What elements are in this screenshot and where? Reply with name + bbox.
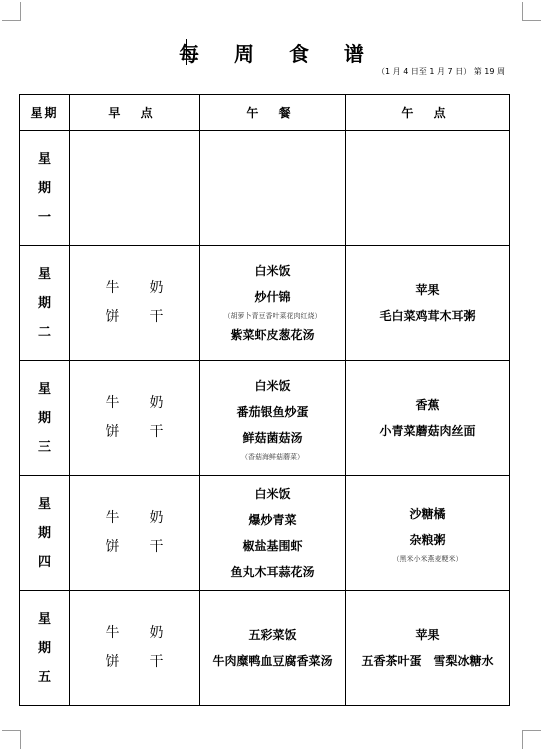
breakfast-char: 干 — [149, 654, 164, 670]
crop-mark-top-left — [2, 2, 21, 21]
snack-cell — [346, 591, 510, 706]
lunch-item: 白米饭 — [254, 487, 291, 501]
breakfast-char: 奶 — [149, 625, 164, 641]
weekday-char: 五 — [37, 669, 51, 685]
lunch-item: 白米饭 — [254, 264, 291, 278]
snack-cell — [346, 131, 510, 246]
lunch-cell — [200, 476, 346, 591]
lunch-item: 鲜菇菌菇汤 — [242, 431, 303, 445]
lunch-item: 牛肉糜鸭血豆腐香菜汤 — [212, 654, 333, 668]
lunch-item: 白米饭 — [254, 379, 291, 393]
weekday-char: 星 — [37, 496, 51, 512]
table-row — [20, 246, 510, 361]
snack-item: 苹果 — [415, 283, 440, 297]
lunch-item: 鱼丸木耳蒜花汤 — [230, 565, 315, 579]
lunch-item: 炒什锦 — [254, 290, 291, 304]
weekday-char: 期 — [37, 180, 51, 196]
crop-mark-top-right — [522, 2, 541, 21]
page-title: 每 周 食 谱 — [179, 42, 378, 66]
weekday-char: 一 — [37, 209, 51, 225]
weekday-char: 星 — [37, 611, 51, 627]
breakfast-item — [106, 504, 164, 533]
table-row — [20, 361, 510, 476]
weekday-cell — [20, 361, 70, 476]
weekday-char: 期 — [37, 640, 51, 656]
lunch-cell — [200, 131, 346, 246]
date-range: （1 月 4 日至 1 月 7 日） 第 19 周 — [377, 67, 505, 76]
breakfast-cell — [70, 476, 200, 591]
lunch-item: 爆炒青菜 — [248, 513, 297, 527]
weekday-char: 期 — [37, 410, 51, 426]
lunch-cell — [200, 246, 346, 361]
menu-body — [20, 131, 510, 706]
weekday-cell — [20, 246, 70, 361]
breakfast-char: 饼 — [105, 424, 120, 440]
weekday-char: 二 — [37, 324, 51, 340]
breakfast-item — [106, 389, 164, 418]
breakfast-item — [106, 619, 164, 648]
table-row — [20, 476, 510, 591]
breakfast-item — [106, 274, 164, 303]
weekday-cell — [20, 131, 70, 246]
header-weekday: 星期 — [20, 95, 70, 131]
snack-item: 毛白菜鸡茸木耳粥 — [379, 309, 476, 323]
breakfast-char: 饼 — [105, 539, 120, 555]
breakfast-char: 饼 — [105, 309, 120, 325]
snack-cell — [346, 361, 510, 476]
breakfast-char: 奶 — [149, 280, 164, 296]
weekday-char: 四 — [37, 554, 51, 570]
breakfast-cell — [70, 591, 200, 706]
header-breakfast: 早 点 — [70, 95, 200, 131]
snack-cell — [346, 246, 510, 361]
breakfast-item — [106, 533, 164, 562]
snack-cell — [346, 476, 510, 591]
breakfast-char: 牛 — [105, 625, 120, 641]
snack-item: 苹果 — [415, 628, 440, 642]
breakfast-char: 牛 — [105, 510, 120, 526]
weekly-menu-table — [19, 94, 510, 706]
lunch-note: （胡萝卜青豆香叶菜花肉红烧） — [223, 312, 322, 320]
lunch-item: 五彩菜饭 — [248, 628, 297, 642]
breakfast-char: 牛 — [105, 280, 120, 296]
lunch-item: 紫菜虾皮葱花汤 — [230, 328, 315, 342]
breakfast-item — [106, 303, 164, 332]
snack-item: 香蕉 — [415, 398, 440, 412]
snack-note: （黑米小米燕麦粳米） — [392, 555, 463, 563]
breakfast-cell — [70, 131, 200, 246]
snack-item: 小青菜蘑菇肉丝面 — [379, 424, 476, 438]
snack-item: 沙糖橘 — [409, 507, 446, 521]
breakfast-cell — [70, 246, 200, 361]
table-row — [20, 131, 510, 246]
weekday-char: 期 — [37, 295, 51, 311]
snack-item: 五香茶叶蛋 雪梨冰糖水 — [361, 654, 494, 668]
breakfast-char: 干 — [149, 424, 164, 440]
weekday-char: 星 — [37, 266, 51, 282]
header-row — [20, 95, 510, 131]
lunch-note: （香菇海鲜菇蘑菜） — [241, 453, 304, 461]
breakfast-item — [106, 648, 164, 677]
weekday-char: 星 — [37, 381, 51, 397]
breakfast-item — [106, 418, 164, 447]
snack-item: 杂粮粥 — [409, 533, 446, 547]
breakfast-char: 饼 — [105, 654, 120, 670]
header-snack: 午 点 — [346, 95, 510, 131]
crop-mark-bottom-left — [2, 730, 21, 749]
breakfast-char: 奶 — [149, 510, 164, 526]
lunch-cell — [200, 361, 346, 476]
breakfast-char: 干 — [149, 309, 164, 325]
breakfast-char: 干 — [149, 539, 164, 555]
lunch-cell — [200, 591, 346, 706]
weekday-char: 三 — [37, 439, 51, 455]
weekday-cell — [20, 476, 70, 591]
breakfast-char: 牛 — [105, 395, 120, 411]
crop-mark-bottom-right — [522, 730, 541, 749]
header-lunch: 午 餐 — [200, 95, 346, 131]
weekday-cell — [20, 591, 70, 706]
weekday-char: 期 — [37, 525, 51, 541]
lunch-item: 椒盐基围虾 — [242, 539, 303, 553]
breakfast-char: 奶 — [149, 395, 164, 411]
weekday-char: 星 — [37, 151, 51, 167]
breakfast-cell — [70, 361, 200, 476]
table-row — [20, 591, 510, 706]
lunch-item: 番茄银鱼炒蛋 — [236, 405, 309, 419]
